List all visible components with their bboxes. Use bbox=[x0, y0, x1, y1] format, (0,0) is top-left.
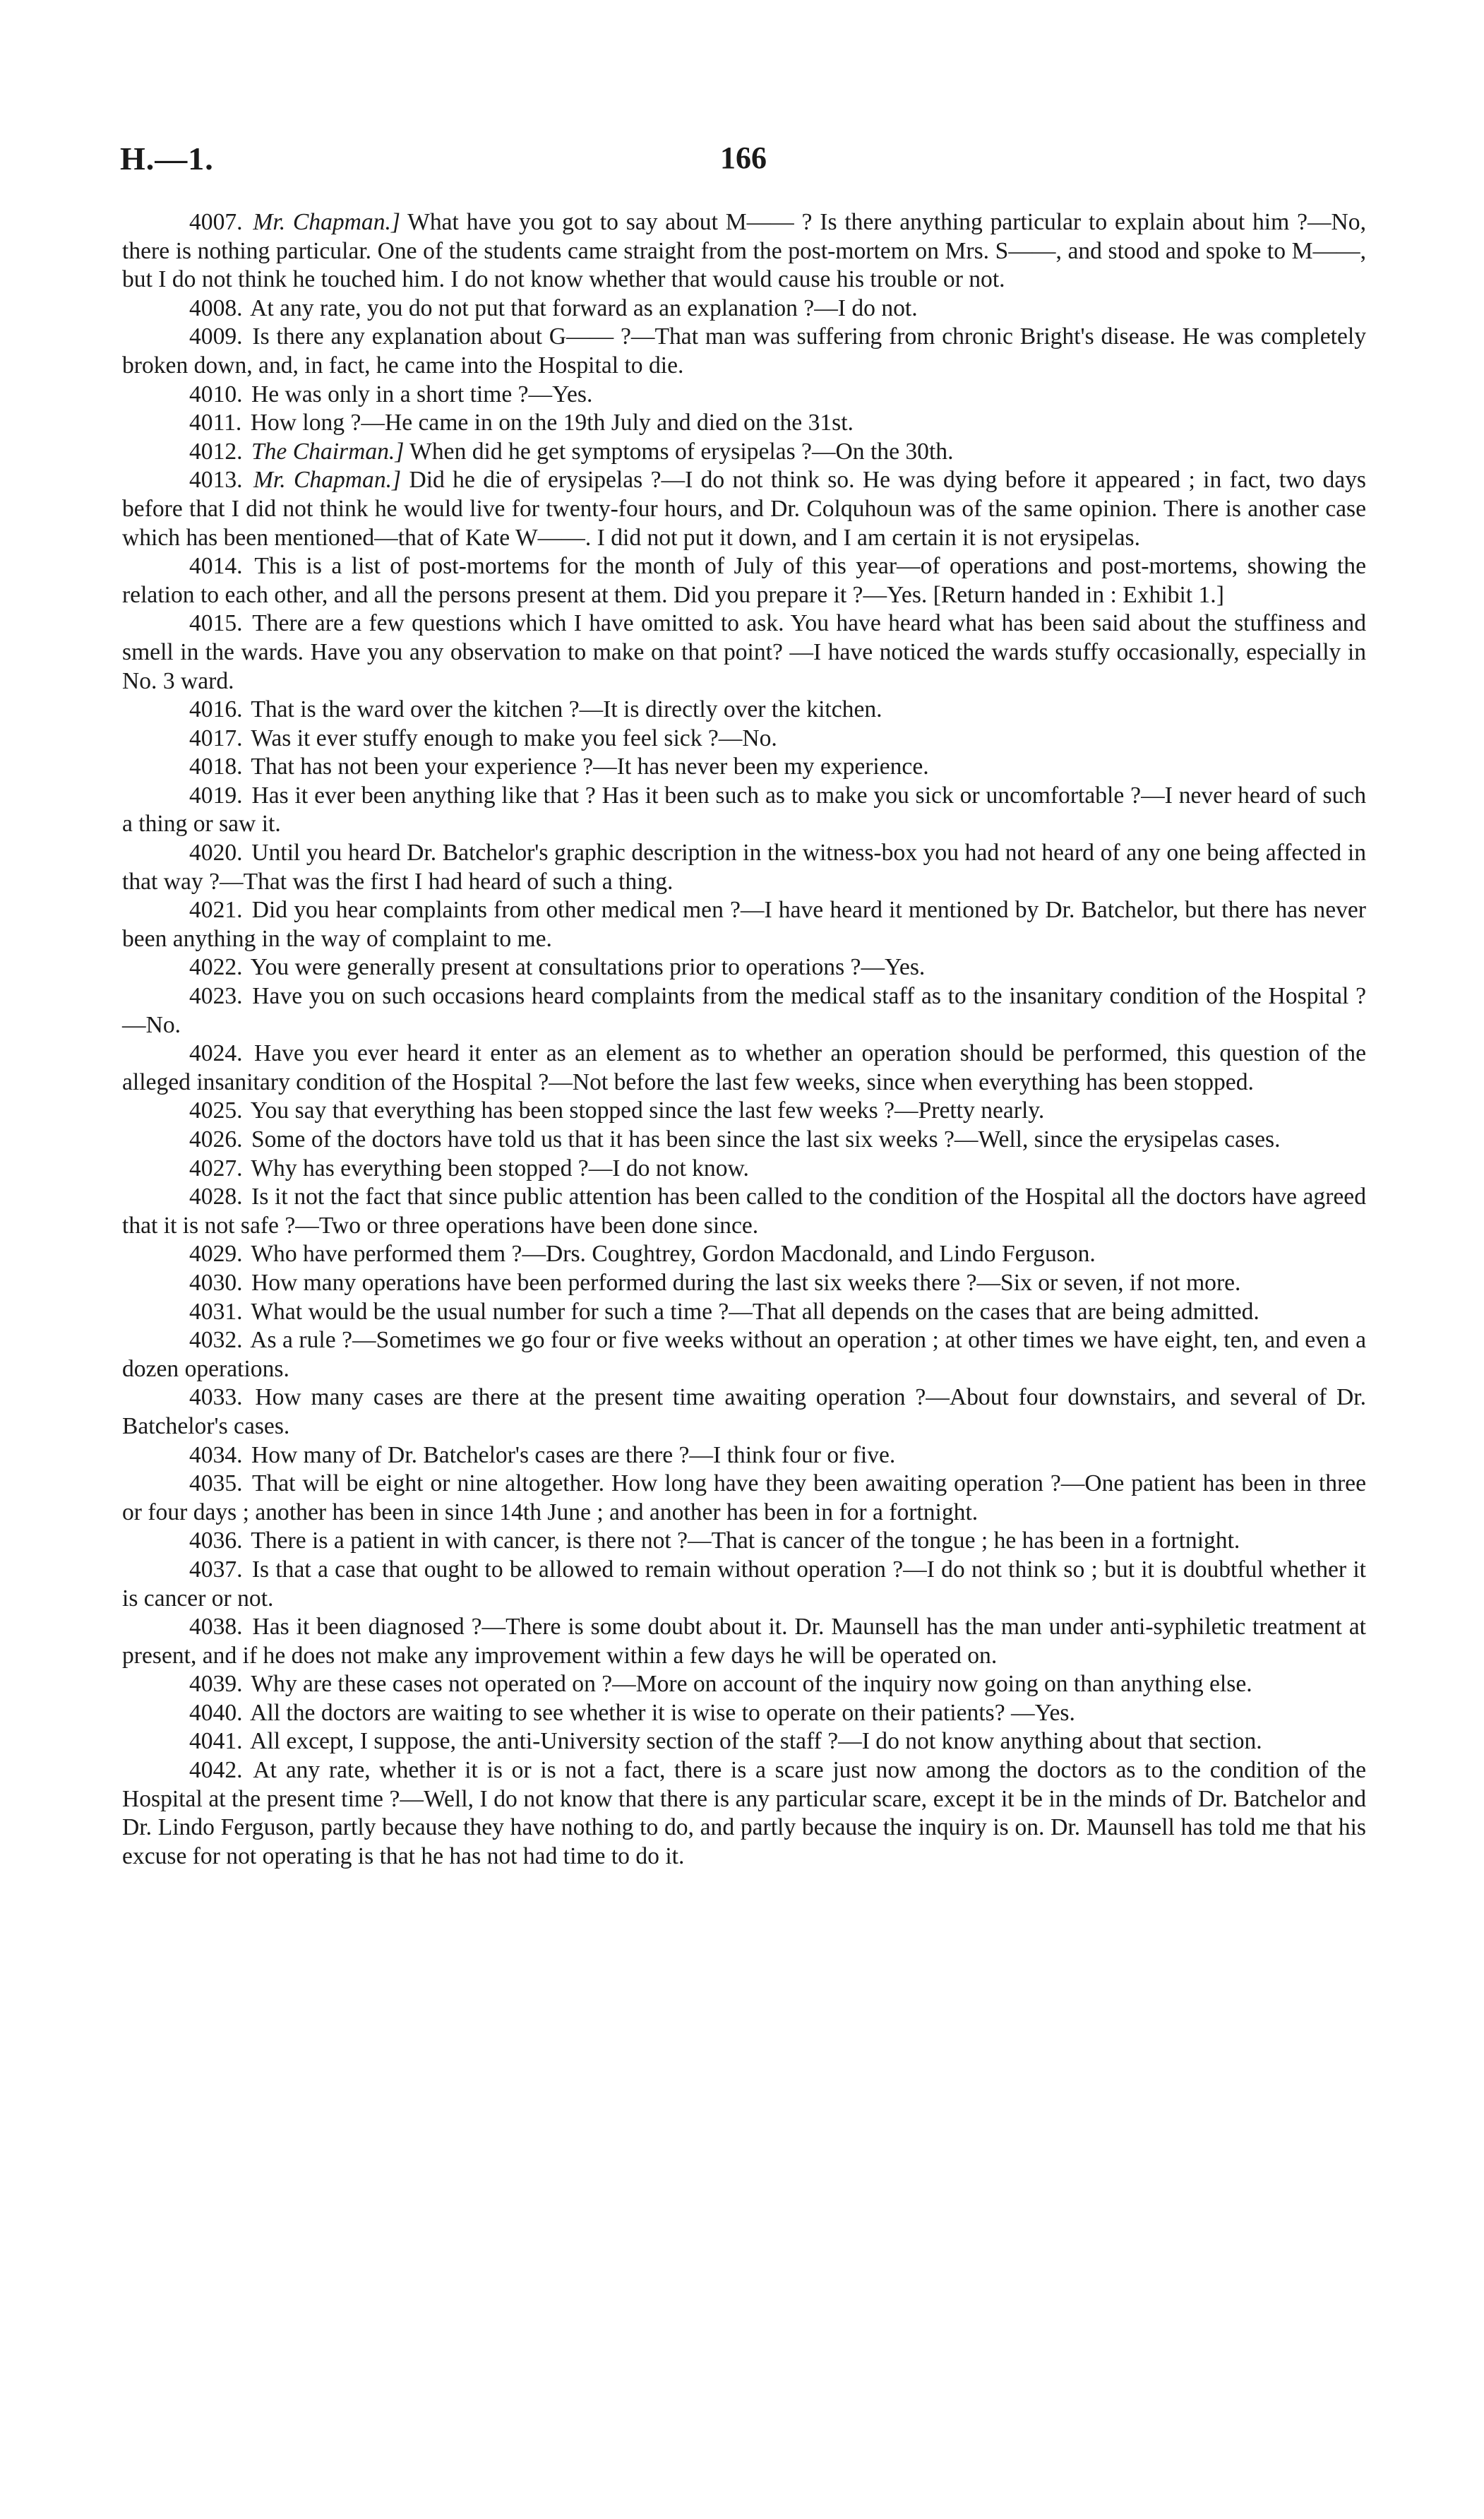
question-number: 4015. bbox=[189, 610, 243, 637]
paragraph-text: Until you heard Dr. Batchelor's graphic description in the witness-box you had not heard of any one being affected in that way ?—That was the first I had heard of such a thing. bbox=[122, 840, 1366, 895]
question-number: 4032. bbox=[189, 1327, 243, 1354]
question-number: 4013. bbox=[189, 467, 243, 494]
paragraph-text: How many of Dr. Batchelor's cases are there ?—I think four or five. bbox=[245, 1441, 896, 1468]
testimony-paragraph bbox=[122, 381, 1366, 410]
testimony-paragraph bbox=[122, 409, 1366, 438]
testimony-paragraph bbox=[122, 1155, 1366, 1184]
question-number: 4031. bbox=[189, 1298, 243, 1325]
question-number: 4007. bbox=[189, 209, 243, 235]
paragraph-text: Is that a case that ought to be allowed to remain without operation ?—I do not think so ; but it is doubtful whether it is cancer or not. bbox=[122, 1556, 1366, 1612]
paragraph-text: At any rate, whether it is or is not a fact, there is a scare just now among the doctors as to the condition of the Hospital at the present time ?—Well, I do not know that there is any particular scare, except it be in the minds of Dr. Batchelor and Dr. Lindo Ferguson, partly because they have nothing to do, and partly because the inquiry is on. Dr. Maunsell has told me that his excuse for not operating is that he has not had time to do it. bbox=[122, 1757, 1366, 1869]
question-number: 4040. bbox=[189, 1699, 243, 1726]
testimony-paragraph bbox=[122, 2014, 1366, 2043]
testimony-paragraph bbox=[122, 2100, 1366, 2129]
question-number: 4008. bbox=[189, 294, 243, 321]
paragraph-text: You say that everything has been stopped since the last few weeks ?—Pretty nearly. bbox=[245, 1097, 1045, 1124]
question-number: 4016. bbox=[189, 696, 243, 723]
paragraph-text: He was only in a short time ?—Yes. bbox=[245, 381, 593, 407]
testimony-paragraph bbox=[122, 1957, 1366, 1986]
paragraph-text: That will be eight or nine altogether. How long have they been awaiting operation ?—One patient has been in three or four days ; another has been in since 14th June ; and another has been in for a fortnight. bbox=[122, 1470, 1366, 1525]
testimony-paragraph bbox=[122, 1929, 1366, 1958]
question-number: 4037. bbox=[189, 1556, 243, 1583]
question-number: 4026. bbox=[189, 1126, 243, 1153]
testimony-paragraph bbox=[122, 982, 1366, 1040]
testimony-paragraph bbox=[122, 1900, 1366, 1929]
question-number: 4022. bbox=[189, 954, 243, 981]
testimony-paragraph bbox=[122, 1298, 1366, 1327]
paragraph-text: Was it ever stuffy enough to make you feel sick ?—No. bbox=[245, 725, 777, 751]
paragraph-text: All the doctors are waiting to see whether it is wise to operate on their patients? —Yes. bbox=[250, 1699, 1075, 1726]
question-number: 4011. bbox=[189, 410, 242, 436]
question-number: 4035. bbox=[189, 1470, 243, 1497]
question-number: 4041. bbox=[189, 1728, 243, 1755]
testimony-paragraph bbox=[122, 696, 1366, 725]
testimony-paragraph bbox=[122, 1727, 1366, 1756]
page-number: 166 bbox=[720, 141, 767, 175]
question-number: 4034. bbox=[189, 1441, 243, 1468]
testimony-paragraph bbox=[122, 552, 1366, 609]
testimony-paragraph bbox=[122, 1871, 1366, 1900]
paragraph-text: Who have performed them ?—Drs. Coughtrey, Gordon Macdonald, and Lindo Ferguson. bbox=[245, 1241, 1096, 1268]
question-number: 4012. bbox=[189, 438, 243, 465]
testimony-paragraph bbox=[122, 466, 1366, 552]
question-number: 4023. bbox=[189, 983, 243, 1010]
paragraph-text: As a rule ?—Sometimes we go four or five weeks without an operation ; at other times we have eight, ten, and even a dozen operations. bbox=[122, 1327, 1366, 1382]
testimony-paragraph bbox=[122, 1040, 1366, 1097]
question-number: 4019. bbox=[189, 782, 243, 809]
testimony-paragraph bbox=[122, 208, 1366, 294]
testimony-paragraph bbox=[122, 294, 1366, 323]
question-number: 4025. bbox=[189, 1097, 243, 1124]
testimony-paragraph bbox=[122, 1470, 1366, 1527]
speaker: Mr. Chapman.] bbox=[253, 467, 402, 494]
question-number: 4033. bbox=[189, 1384, 243, 1411]
question-number: 4036. bbox=[189, 1528, 243, 1554]
testimony-paragraph bbox=[122, 1613, 1366, 1670]
testimony-paragraph bbox=[122, 323, 1366, 380]
testimony-paragraph bbox=[122, 896, 1366, 953]
question-number: 4018. bbox=[189, 754, 243, 780]
question-number: 4030. bbox=[189, 1269, 243, 1296]
paragraph-text: There are a few questions which I have omitted to ask. You have heard what has been said about the stuffiness and smell in the wards. Have you any observation to make on that point? —I have noticed the wards stuffy occasionally, especially in No. 3 ward. bbox=[122, 610, 1366, 694]
question-number: 4020. bbox=[189, 840, 243, 867]
paragraph-text: Is it not the fact that since public attention has been called to the condition of the Hospital all the doctors have agreed that it is not safe ?—Two or three operations have been done since. bbox=[122, 1184, 1366, 1239]
paragraph-text: There is a patient in with cancer, is there not ?—That is cancer of the tongue ; he has been in a fortnight. bbox=[245, 1528, 1240, 1554]
testimony-paragraph bbox=[122, 1441, 1366, 1470]
paragraph-text: Have you ever heard it enter as an element as to whether an operation should be performed, this question of the alleged insanitary condition of the Hospital ?—Not before the last few weeks, since when everything has been stopped. bbox=[122, 1040, 1366, 1095]
question-number: 4028. bbox=[189, 1184, 243, 1210]
testimony-paragraph bbox=[122, 1756, 1366, 1871]
testimony-paragraph bbox=[122, 1240, 1366, 1269]
testimony-paragraph bbox=[122, 953, 1366, 982]
paragraph-text: That is the ward over the kitchen ?—It is directly over the kitchen. bbox=[245, 696, 882, 723]
question-number: 4042. bbox=[189, 1757, 243, 1784]
paragraph-text: That has not been your experience ?—It has never been my experience. bbox=[245, 754, 929, 780]
testimony-paragraph bbox=[122, 1326, 1366, 1383]
paragraph-text: How many cases are there at the present time awaiting operation ?—About four downstairs, and several of Dr. Batchelor's cases. bbox=[122, 1384, 1366, 1439]
paragraph-text: You were generally present at consultations prior to operations ?—Yes. bbox=[245, 954, 926, 981]
paragraph-text: At any rate, you do not put that forward as an explanation ?—I do not. bbox=[245, 294, 918, 321]
paragraph-text: Did he die of erysipelas ?—I do not think so. He was dying before it appeared ; in fact, two days before that I did not think he would live for twenty-four hours, and Dr. Colquhoun was of the same opinion. There is another case which has been mentioned—that of Kate W——. I did not put it down, and I am certain it is not erysipelas. bbox=[122, 467, 1366, 551]
question-number: 4027. bbox=[189, 1155, 243, 1181]
paragraph-text: All except, I suppose, the anti-University section of the staff ?—I do not know anything about that section. bbox=[250, 1728, 1262, 1755]
testimony-paragraph bbox=[122, 438, 1366, 467]
paragraph-text: Why has everything been stopped ?—I do not know. bbox=[245, 1155, 749, 1181]
testimony-paragraph bbox=[122, 753, 1366, 782]
paragraph-text: What would be the usual number for such a time ?—That all depends on the cases that are being admitted. bbox=[245, 1298, 1259, 1325]
question-number: 4010. bbox=[189, 381, 243, 407]
testimony-paragraph bbox=[122, 1183, 1366, 1240]
question-number: 4014. bbox=[189, 553, 243, 580]
testimony-paragraph bbox=[122, 839, 1366, 896]
testimony-paragraph bbox=[122, 2072, 1366, 2101]
testimony-paragraph bbox=[122, 725, 1366, 754]
paragraph-text: Is there any explanation about G—— ?—That man was suffering from chronic Bright's disease. He was completely broken down, and, in fact, he came into the Hospital to die. bbox=[122, 323, 1366, 379]
question-number: 4039. bbox=[189, 1671, 243, 1698]
speaker: Mr. Chapman.] bbox=[253, 209, 400, 235]
testimony-paragraph bbox=[122, 1699, 1366, 1728]
question-number: 4038. bbox=[189, 1614, 243, 1640]
paragraph-text: Has it ever been anything like that ? Has it been such as to make you sick or uncomfortable ?—I never heard of such a thing or saw it. bbox=[122, 782, 1366, 838]
testimony-paragraph bbox=[122, 609, 1366, 696]
testimony-paragraph bbox=[122, 1126, 1366, 1155]
paragraph-text: Has it been diagnosed ?—There is some doubt about it. Dr. Maunsell has the man under anti-syphiletic treatment at present, and if he does not make any improvement within a few days he will be operated on. bbox=[122, 1614, 1366, 1669]
paragraph-text: Have you on such occasions heard complaints from the medical staff as to the insanitary condition of the Hospital ?—No. bbox=[122, 983, 1366, 1038]
report-reference: H.—1. bbox=[120, 141, 214, 177]
paragraph-text: Why are these cases not operated on ?—More on account of the inquiry now going on than anything else. bbox=[245, 1671, 1252, 1698]
testimony-paragraph bbox=[122, 2043, 1366, 2072]
question-number: 4024. bbox=[189, 1040, 243, 1067]
testimony-paragraph bbox=[122, 1986, 1366, 2015]
question-number: 4029. bbox=[189, 1241, 243, 1268]
question-number: 4009. bbox=[189, 323, 243, 350]
testimony-paragraph bbox=[122, 1383, 1366, 1441]
testimony-paragraph bbox=[122, 1097, 1366, 1126]
paragraph-text: How many operations have been performed during the last six weeks there ?—Six or seven, if not more. bbox=[245, 1269, 1241, 1296]
testimony-paragraph bbox=[122, 1670, 1366, 1699]
speaker: The Chairman.] bbox=[251, 438, 405, 465]
paragraph-text: Did you hear complaints from other medical men ?—I have heard it mentioned by Dr. Batchelor, but there has never been anything in the way of complaint to me. bbox=[122, 897, 1366, 952]
paragraph-text: What have you got to say about M—— ? Is there anything particular to explain about him ?—No, there is nothing particular. One of the students came straight from the post-mortem on Mrs. S——, and stood and spoke to M——, but I do not think he touched him. I do not know whether that would cause his trouble or not. bbox=[122, 209, 1366, 293]
question-number: 4021. bbox=[189, 897, 243, 924]
paragraph-text: When did he get symptoms of erysipelas ?—On the 30th. bbox=[404, 438, 954, 465]
question-number: 4017. bbox=[189, 725, 243, 751]
paragraph-text: How long ?—He came in on the 19th July and died on the 31st. bbox=[244, 410, 854, 436]
testimony-paragraph bbox=[122, 1556, 1366, 1613]
testimony-paragraph bbox=[122, 1269, 1366, 1298]
paragraph-text: This is a list of post-mortems for the month of July of this year—of operations and post-mortems, showing the relation to each other, and all the persons present at them. Did you prepare it ?—Yes. [Return handed in : Exhibit 1.] bbox=[122, 553, 1366, 608]
paragraph-text: Some of the doctors have told us that it has been since the last six weeks ?—Well, since the erysipelas cases. bbox=[245, 1126, 1281, 1153]
testimony-body bbox=[122, 208, 1366, 2129]
testimony-paragraph bbox=[122, 782, 1366, 839]
testimony-paragraph bbox=[122, 1527, 1366, 1556]
